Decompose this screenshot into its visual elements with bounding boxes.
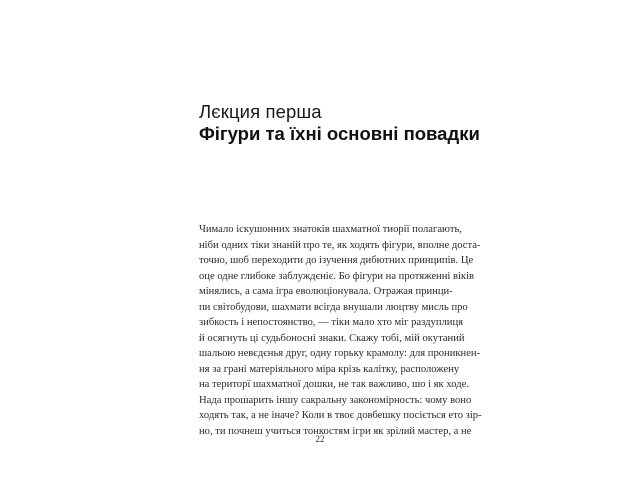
body-line: ня за грані матеріяльного міра крізь калітку, расположену xyxy=(199,363,460,375)
body-paragraph xyxy=(199,222,482,439)
body-line: шальою невєдєнья друг, одну горьку крамолу: для проникнен- xyxy=(199,348,481,359)
body-line: Чимало іскушонних знатоків шахматної тиорії полагають, xyxy=(199,224,462,235)
body-line: ходять так, а не іначе? Коли в твоє довбешку посіється ето зір- xyxy=(199,410,482,421)
body-line: мінялись, а сама ігра еволюціонувала. Отражая принци- xyxy=(199,286,453,297)
body-line: ніби одних тіки знаній про те, як ходять фігури, вполне доста- xyxy=(199,239,481,251)
body-line: но, ти почнеш учиться тонкостям ігри як зрілий мастер, а не xyxy=(199,425,472,437)
body-line: й осягнуть ці судьбоносні знаки. Скажу тобі, мій окутаний xyxy=(199,332,465,344)
body-line: пи світобудови, шахмати всігда внушали люцтву мисль про xyxy=(199,301,468,313)
page-number: 22 xyxy=(315,434,325,444)
chapter-title: Фігури та їхні основні повадки xyxy=(199,123,480,144)
body-line: на територї шахматної дошки, не так важливо, шо і як ходе. xyxy=(199,379,469,390)
lecture-label: Лєкция перша xyxy=(199,101,322,122)
body-line: точно, шоб переходити до ізучення дибютних принципів. Це xyxy=(199,255,474,266)
body-line: Нада прошарить іншу сакральну закономірность: чому воно xyxy=(199,394,472,406)
body-line: оце одне глибоке заблуждєніє. Бо фігури на протяженні віків xyxy=(199,270,475,282)
body-line: зибкость і непостоянство, — тіки мало хто міг раздуплиця xyxy=(199,317,463,328)
